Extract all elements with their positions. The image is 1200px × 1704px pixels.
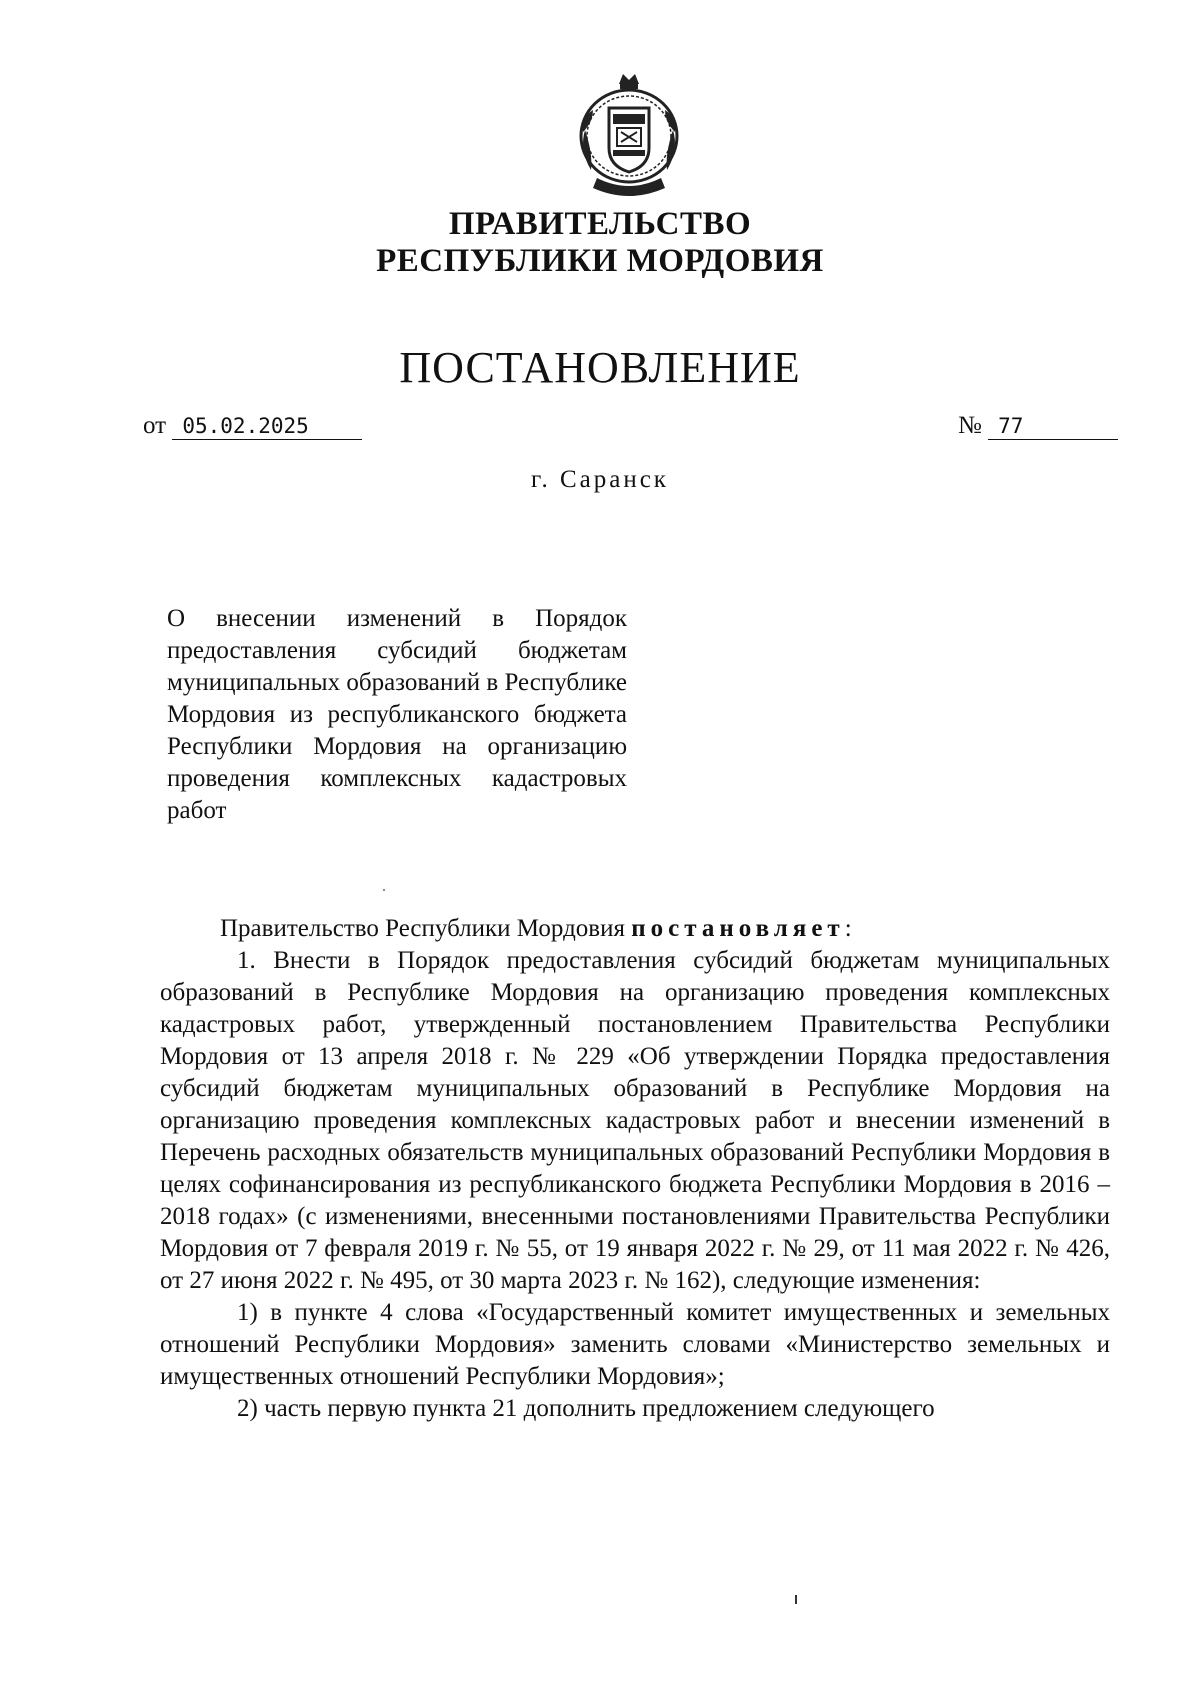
scan-speck [383,889,385,891]
subject-text: О внесении изменений в Порядок предоставления субсидий бюджетам муниципальных образований в Республике Мордовия из республиканского бюджета Республики Мордовия на организацию проведения комплексных кадастровых работ [167,605,627,824]
subitem-2: 2) часть первую пункта 21 дополнить предложением следующего [237,1395,935,1422]
subitem-1: 1) в пункте 4 слова «Государственный комитет имущественных и земельных отношений Республики Мордовия» заменить словами «Министерство земельных и имущественных отношений Республики Мордовия»; [160,1299,1110,1390]
date-label: от [143,412,167,439]
document-body [160,913,1110,1425]
number-value: 77 [988,413,1118,440]
date-value: 05.02.2025 [172,413,362,440]
preamble [160,913,1110,945]
scan-mark [795,1595,797,1604]
city: г. Саранск [531,466,669,493]
item-1: 1. Внести в Порядок предоставления субсидий бюджетам муниципальных образований в Республике Мордовия на организацию проведения комплексных кадастровых работ, утвержденный постановлением Правительства Республики Мордовия от 13 апреля 2018 г. № 229 «Об утверждении Порядка предоставления субсидий бюджетам муниципальных образований в Республике Мордовия на организацию проведения комплексных кадастровых работ и внесении изменений в Перечень расходных обязательств муниципальных образований Республики Мордовия в целях софинансирования из республиканского бюджета Республики Мордовия в 2016 – 2018 годах» (с изменениями, внесенными постановлениями Правительства Республики Мордовия от 7 февраля 2019 г. № 55, от 19 января 2022 г. № 29, от 11 мая 2022 г. № 426, от 27 июня 2022 г. № 495, от 30 марта 2023 г. № 162), следующие изменения: [160,947,1110,1294]
authority-name-line-1: ПРАВИТЕЛЬСТВО [448,206,752,242]
preamble-start: Правительство Республики Мордовия [220,915,632,942]
preamble-end: : [844,915,852,942]
date-field [143,412,362,440]
preamble-verb: постановляет [631,915,845,942]
coat-of-arms-icon [571,70,687,204]
authority-name-line-2: РЕСПУБЛИКИ МОРДОВИЯ [376,243,824,279]
number-field [958,412,1118,440]
document-type: ПОСТАНОВЛЕНИЕ [399,343,801,392]
number-label: № [958,412,982,439]
document-subject [167,603,627,827]
